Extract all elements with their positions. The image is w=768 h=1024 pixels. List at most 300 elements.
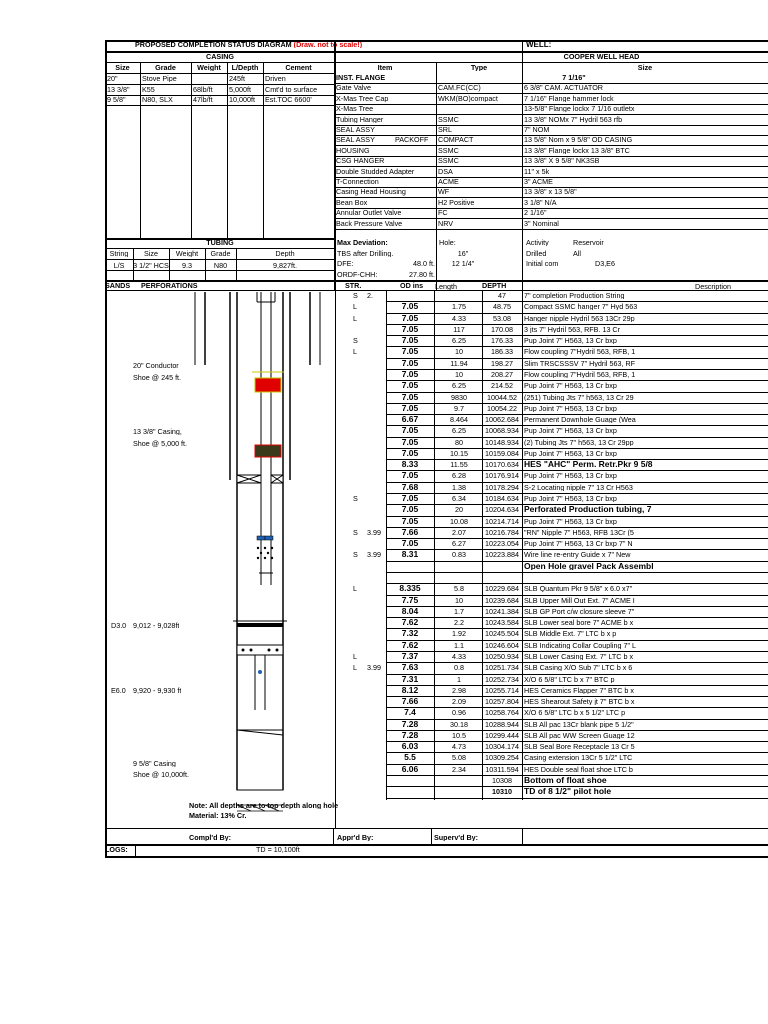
tubing-header-depth: Depth [275, 250, 295, 258]
string-row-description: (2) Tubing Jts 7" h563, 13 Cr 29pp [524, 438, 634, 446]
string-row-line [386, 741, 768, 742]
string-row-description: X/O 6 5/8" LTC b x 7" BTC p [524, 675, 615, 683]
string-row-od: 7.37 [401, 651, 419, 661]
string-row-description: S-2 Locating nipple 7" 13 Cr H563 [524, 483, 633, 491]
string-row-line [386, 470, 768, 471]
casing-cell-size: 9 5/8" [107, 96, 126, 104]
string-row-line [386, 685, 768, 686]
footer-logs-div [135, 844, 136, 856]
string-row-length: 1 [457, 675, 461, 683]
casing133-shoe-label: Shoe @ 5,000 ft. [133, 440, 188, 448]
safety-valve-block [255, 378, 281, 392]
string-row-od: 8.31 [401, 550, 419, 559]
string-row-length: 2.34 [452, 765, 466, 773]
locating-nipple-block [257, 536, 265, 540]
wellhead-header-size: Size [637, 64, 653, 72]
string-row-od: 7.05 [401, 347, 419, 356]
string-row-description: TD of 8 1/2" pilot hole [524, 787, 612, 796]
string-row-depth: 10229.684 [485, 585, 519, 593]
wellhead-col-line [436, 62, 437, 290]
string-row-line [386, 346, 768, 347]
wellhead-type: ACME [438, 178, 459, 186]
tubing-col-line [205, 248, 206, 280]
completion-status-sheet [105, 40, 768, 860]
casing-cell-cement: Est.TOC 6600' [265, 96, 312, 104]
string-row-od: 7.05 [401, 369, 419, 379]
string-row-description: Open Hole gravel Pack Assembl [524, 561, 654, 571]
string-row-depth: 10204.634 [485, 506, 519, 514]
string-row-line [386, 313, 768, 314]
casing-cell-cement: Driven [265, 75, 286, 83]
ordf-label: ORDF-CHH: [337, 271, 378, 279]
string-row-line [386, 527, 768, 528]
string-row-od: 7.66 [401, 527, 419, 537]
wellhead-size: 13 5/8" Nom x 9 5/8" OD CASING [524, 136, 633, 144]
dfe-value: 48.0 ft. [413, 260, 435, 268]
string-row-description: Pup Joint 7" H563, 13 Cr bxp [524, 472, 617, 480]
string-row-length: 8.464 [450, 416, 468, 424]
casing133-label: 13 3/8" Casing, [133, 428, 182, 436]
wellhead-size: 2 1/16" [524, 209, 547, 217]
wellhead-size: 11" x 5k [524, 167, 550, 175]
string-row-depth: 10299.444 [485, 731, 519, 740]
string-row-depth: 53.08 [493, 314, 511, 322]
casing-header-depth: L/Depth [231, 64, 259, 72]
string-row-length: 1.75 [452, 303, 466, 311]
string-row-length: 10.5 [452, 731, 466, 740]
hole-label: Hole: [439, 239, 456, 247]
string-row-length: 4.73 [452, 743, 466, 751]
string-row-str2: 3.99 [367, 528, 381, 537]
wellhead-size: 13-5/8" Flange lockx 7 1/16 outletx [524, 105, 635, 113]
string-row-line [386, 369, 768, 370]
string-row-line [386, 414, 768, 415]
string-row-length: 117 [453, 325, 465, 334]
string-row-description: Casing extension 13Cr 5 1/2" LTC [524, 754, 633, 762]
string-row-str2: 2. [367, 292, 373, 300]
string-row-depth: 10068.934 [485, 427, 519, 435]
string-row-line [386, 516, 768, 517]
string-row-depth: 214.52 [491, 382, 513, 390]
wellhead-type: DSA [438, 167, 453, 175]
string-row-depth: 10255.714 [485, 686, 519, 694]
tubing-header-size: Size [144, 250, 158, 258]
string-col-len-depth [482, 290, 483, 800]
string-row-od: 7.05 [401, 336, 419, 345]
tbs-label: TBS after Drilling. [337, 250, 394, 258]
locating-nipple-block-right [265, 536, 273, 540]
string-row-description: Slim TRSCSSSV 7" Hydril 563, RF [524, 359, 636, 367]
string-row-depth: 10223.884 [485, 551, 519, 559]
string-row-depth: 10241.384 [485, 607, 519, 616]
string-row-depth: 10251.734 [485, 664, 519, 672]
casing-cell-grade: Stove Pipe [142, 75, 177, 83]
tubing-section-title: TUBING [206, 239, 234, 247]
string-col-schem-str [335, 290, 336, 828]
wellhead-item: SEAL ASSY [336, 136, 375, 144]
string-row-depth: 10184.634 [485, 495, 519, 503]
footer-logs-line [105, 844, 768, 846]
activity-label: Activity [526, 239, 549, 247]
drilled-value: All [573, 250, 581, 258]
string-row-str: S [353, 528, 358, 537]
tubing-col-line [169, 248, 170, 280]
wellhead-size: 7 1/16" [562, 74, 586, 82]
string-row-line [386, 482, 768, 483]
string-row-description: 3 jts 7" Hydril 563, RFB. 13 Cr [524, 325, 621, 334]
string-row-depth: 10311.594 [485, 765, 519, 773]
string-row-depth: 47 [498, 292, 506, 300]
string-row-line [386, 674, 768, 675]
string-row-line [386, 549, 768, 550]
wellhead-size: 7" NOM [524, 126, 550, 134]
string-row-depth: 10044.52 [487, 393, 517, 401]
wellhead-type: WF [438, 188, 450, 196]
wellhead-item: SEAL ASSY [336, 126, 375, 134]
casing-cell-depth: 5,000ft [229, 85, 251, 93]
logs-label: LOGS: [105, 846, 128, 854]
wellhead-subitem: PACKOFF [395, 136, 429, 144]
wellhead-type: COMPACT [438, 136, 474, 144]
string-row-description: SLB All pac 13Cr blank pipe 5 1/2" [524, 720, 634, 728]
string-row-line [386, 437, 768, 438]
string-row-depth: 10178.294 [485, 483, 519, 491]
string-row-depth: 10159.084 [485, 449, 519, 458]
d3-perf-label: 9,012 - 9,028ft [133, 622, 180, 630]
wellhead-item: Tubing Hanger [336, 115, 384, 123]
string-row-od: 8.12 [401, 685, 419, 695]
string-row-line [386, 640, 768, 641]
wellhead-size: 13 3/8" NOMx 7" Hydril 563 rfb [524, 115, 623, 123]
string-row-description: SLB Lower Casing Ext. 7" LTC b x [524, 652, 634, 661]
string-row-line [386, 392, 768, 393]
footer-div-1 [333, 828, 334, 844]
string-row-depth: 10309.254 [485, 754, 519, 762]
string-row-od: 7.32 [401, 629, 419, 638]
supervd-by-label: Superv'd By: [434, 834, 479, 842]
string-row-line [386, 606, 768, 607]
casing-header-weight: Weight [197, 64, 221, 72]
string-row-length: 4.33 [452, 652, 466, 661]
string-row-line [386, 335, 768, 336]
string-row-od: 5.5 [404, 753, 416, 762]
string-row-description: SLB GP Port c/w closure sleeve 7" [524, 607, 635, 616]
string-row-description: 7" completion Production String [524, 292, 625, 300]
tubing-cell-size: 3 1/2" HCS [133, 262, 169, 270]
wellhead-title-line [334, 51, 768, 53]
string-row-length: 10 [455, 348, 463, 356]
string-row-od: 7.05 [401, 313, 419, 323]
string-row-length: 5.8 [454, 585, 464, 593]
string-col-str-od [386, 290, 387, 800]
string-row-line [386, 403, 768, 404]
initial-value: D3,E6 [595, 260, 615, 268]
string-row-description: Permanent Downhole Guage (Wea [524, 416, 636, 424]
string-row-depth: 10176.914 [485, 472, 519, 480]
string-row-od: 7.05 [401, 471, 419, 480]
wellhead-size: 3" ACME [524, 178, 553, 186]
footer-div-2 [431, 828, 432, 844]
wellhead-title: COOPER WELL HEAD [563, 53, 640, 61]
string-row-depth: 10310 [492, 788, 512, 796]
wellhead-size: 7 1/16" Flange hammer lock [524, 94, 614, 102]
string-row-line [386, 651, 768, 652]
wellhead-size: 3 1/8" N/A [524, 198, 557, 206]
wellhead-item: Double Studded Adapter [336, 167, 415, 175]
string-row-depth: 10239.684 [485, 596, 519, 604]
wellhead-row-line [334, 229, 768, 230]
string-row-od: 7.05 [401, 358, 419, 368]
casing-header-cement: Cement [285, 64, 312, 72]
string-row-line [386, 448, 768, 449]
string-row-length: 80 [455, 438, 463, 446]
string-row-od: 7.75 [401, 595, 419, 605]
casing-cell-size: 20" [107, 75, 118, 83]
wellhead-item: Bean Box [336, 198, 368, 206]
casing-cell-size: 13 3/8" [107, 85, 130, 93]
string-row-line [386, 301, 768, 302]
string-row-length: 1.92 [452, 630, 466, 638]
string-row-length: 10 [455, 596, 463, 604]
tubing-cell-depth: 9,827ft. [273, 262, 297, 270]
td-label: TD = 10,100ft [256, 846, 300, 854]
string-row-length: 30.18 [450, 720, 468, 728]
dfe-hole: 12 1/4" [451, 260, 475, 268]
depth-header: DEPTH [482, 282, 507, 290]
string-row-str2: 3.99 [367, 664, 381, 672]
tubing-header-bottom-line [105, 259, 334, 260]
string-row-description: Bottom of float shoe [524, 776, 607, 785]
wellhead-type: SSMC [438, 115, 459, 123]
string-row-description: SLB Seal Bore Receptacle 13 Cr 5 [524, 743, 635, 751]
string-row-line [386, 752, 768, 753]
wellhead-header-item: Item [377, 64, 393, 72]
string-row-od: 8.335 [399, 584, 421, 593]
string-row-line [386, 696, 768, 697]
sands-header: SANDS [105, 282, 131, 290]
string-row-length: 1.7 [454, 607, 464, 616]
conductor-label: 20" Conductor [133, 362, 179, 370]
e6-perf-label: 9,920 - 9,930 ft [133, 687, 182, 695]
string-row-length: 20 [455, 506, 463, 514]
string-row-length: 10 [455, 370, 463, 379]
string-row-description: SLB Upper Mill Out Ext. 7" ACME I [524, 596, 635, 604]
tubing-header-string: String [109, 250, 129, 258]
string-row-line [386, 719, 768, 720]
casing-cell-depth: 245ft [229, 75, 245, 83]
string-row-od: 7.05 [401, 324, 419, 334]
string-row-length: 9.7 [454, 404, 464, 412]
string-row-depth: 10170.634 [485, 461, 519, 469]
gp-port-marker [258, 670, 262, 674]
string-col-depth-desc [522, 290, 523, 800]
string-row-description: X/O 6 5/8" LTC b x 5 1/2" LTC p [524, 709, 626, 717]
string-header-bottom-line [105, 290, 768, 291]
string-row-depth: 10062.684 [485, 416, 519, 424]
string-row-length: 6.28 [452, 472, 466, 480]
casing-cell-cement: Cmt'd to surface [265, 85, 318, 93]
wellhead-size-divider [522, 40, 523, 290]
string-row-od: 7.05 [401, 539, 419, 548]
string-row-str2: 3.99 [367, 551, 381, 559]
string-row-od: 7.05 [401, 516, 419, 526]
sheet-bottom-border [105, 856, 768, 858]
string-row-depth: 176.33 [491, 337, 513, 345]
string-row-length: 2.98 [452, 686, 466, 694]
string-row-line [386, 730, 768, 731]
apprd-by-label: Appr'd By: [337, 834, 374, 842]
wellhead-header-line [334, 62, 768, 63]
tubing-col-line [236, 248, 237, 280]
tubing-header-weight: Weight [175, 250, 199, 258]
string-row-depth: 10252.734 [485, 675, 519, 683]
wellhead-item: Casing Head Housing [336, 188, 406, 196]
tubing-row-line [105, 270, 334, 271]
casing-col-line [263, 62, 264, 238]
dfe-label: DFE: [337, 260, 354, 268]
string-row-description: Flow coupling 7"Hydril 563, RFB, 1 [524, 370, 636, 379]
string-row-line [386, 493, 768, 494]
string-row-description: HES Shearout Safety jt 7" BTC b x [524, 698, 635, 706]
string-row-line [386, 617, 768, 618]
string-row-length: 2.2 [454, 619, 464, 627]
string-row-length: 2.07 [452, 528, 466, 537]
wellhead-type: SSMC [438, 157, 459, 165]
string-row-line [386, 572, 768, 573]
wellhead-type: SRL [438, 126, 452, 134]
drilled-label: Drilled [526, 250, 547, 258]
d3-sand-label: D3.0 [111, 622, 127, 630]
string-row-line [386, 628, 768, 629]
wellhead-item: Back Pressure Valve [336, 219, 403, 227]
string-row-od: 6.03 [401, 742, 419, 751]
string-row-depth: 10054.22 [487, 404, 517, 412]
string-row-description: Perforated Production tubing, 7 [524, 505, 652, 514]
tbs-hole: 16" [457, 250, 469, 258]
string-row-depth: 10214.714 [485, 517, 519, 525]
wellhead-size: 13 3/8" x 13 5/8" [524, 188, 577, 196]
string-row-str: L [353, 652, 357, 661]
string-row-length: 0.83 [452, 551, 466, 559]
title-note: (Draw. not to scale!) [293, 41, 363, 49]
string-row-od: 8.04 [401, 606, 419, 616]
quantum-packer [237, 645, 283, 655]
perforations-header: PERFORATIONS [141, 282, 198, 290]
string-row-line [386, 583, 768, 584]
string-row-depth: 10257.804 [485, 698, 519, 706]
string-row-depth: 10288.944 [485, 720, 519, 728]
tubing-cell-grade: N80 [213, 262, 228, 270]
string-row-length: 0.96 [452, 709, 466, 717]
wellhead-item: T-Connection [336, 178, 379, 186]
wellhead-type: SSMC [438, 146, 459, 154]
casing-cell-grade: K55 [142, 85, 155, 93]
string-row-str: L [353, 664, 357, 672]
wellhead-type: NRV [438, 219, 454, 227]
string-row-description: Hanger nipple Hydril 563 13Cr 29p [524, 314, 635, 322]
string-row-od: 7.05 [401, 302, 419, 311]
string-row-description: SLB All pac WW Screen Guage 12 [524, 731, 635, 740]
string-row-str: L [353, 585, 357, 593]
string-row-length: 6.25 [452, 382, 466, 390]
string-row-od: 7.62 [401, 640, 419, 650]
string-row-line [386, 595, 768, 596]
string-row-depth: 198.27 [491, 359, 513, 367]
wellhead-item: Annular Outlet Valve [336, 209, 402, 217]
gravel-pack-zone [237, 730, 283, 790]
tubing-cell-string: L/S [113, 262, 125, 270]
casing-cell-weight: 68lb/ft [193, 85, 213, 93]
string-row-length: 5.08 [452, 754, 466, 762]
length-header: Length [435, 283, 457, 291]
compld-by-label: Compl'd By: [189, 834, 232, 842]
tubing-header-grade: Grade [210, 250, 231, 258]
string-row-depth: 48.75 [493, 303, 511, 311]
string-row-od: 7.05 [401, 494, 419, 503]
string-row-description: Pup Joint 7" H563, 13 Cr bxp [524, 382, 617, 390]
string-row-od: 7.05 [401, 392, 419, 402]
casing-header-grade: Grade [155, 64, 176, 72]
string-row-od: 7.31 [401, 674, 419, 684]
casing958-label: 9 5/8" Casing [133, 760, 176, 768]
string-row-od: 7.05 [401, 437, 419, 447]
wellbore-schematic [105, 290, 335, 820]
str-header: STR. [345, 282, 362, 290]
string-row-description: Compact SSMC hanger 7" Hyd 563 [524, 303, 638, 311]
string-row-depth: 170.08 [491, 325, 513, 334]
string-row-od: 7.05 [401, 505, 419, 514]
string-row-length: 10.15 [450, 449, 468, 458]
string-row-depth: 10243.584 [485, 619, 519, 627]
casing-title-line [105, 51, 334, 53]
string-row-description: SLB Lower seal bore 7" ACME b x [524, 619, 634, 627]
string-row-length: 6.25 [452, 427, 466, 435]
string-row-depth: 10258.764 [485, 709, 519, 717]
wellhead-item: X-Mas Tree Cap [336, 94, 389, 102]
well-label: WELL: [526, 41, 552, 49]
string-row-description: SLB Middle Ext. 7" LTC b x p [524, 630, 617, 638]
initial-label: Initial com [526, 260, 559, 268]
string-row-description: HES Ceramics Flapper 7" BTC b x [524, 686, 634, 694]
casing-col-line [227, 62, 228, 238]
material-note: Material: 13% Cr. [189, 812, 247, 820]
string-row-description: Pup Joint 7" H563, 13 Cr bxp [524, 495, 617, 503]
reservoir-label: Reservoir [573, 239, 604, 247]
downhole-gauge-block [255, 445, 281, 457]
string-row-od: 8.33 [401, 460, 419, 469]
string-row-description: Pup Joint 7" H563, 13 Cr bxp [524, 517, 617, 525]
string-row-length: 10.08 [450, 517, 468, 525]
casing-col-line [191, 62, 192, 238]
string-row-description: Pup Joint 7" H563, 13 Cr bxp [524, 337, 617, 345]
ordf-value: 27.80 ft. [409, 271, 435, 279]
wellhead-type: FC [438, 209, 448, 217]
wellhead-header-type: Type [470, 64, 488, 72]
string-row-str: L [353, 303, 357, 311]
string-row-depth: 208.27 [491, 370, 513, 379]
casing-cell-weight: 47lb/ft [193, 96, 213, 104]
string-row-str: S [353, 495, 358, 503]
string-row-line [386, 324, 768, 325]
title-text: PROPOSED COMPLETION STATUS DIAGRAM [135, 41, 292, 49]
string-row-od: 7.05 [401, 381, 419, 390]
string-row-od: 7.28 [401, 730, 419, 740]
string-row-str: L [353, 348, 357, 356]
tubing-title-line [105, 248, 334, 249]
casing958-shoe-label: Shoe @ 10,000ft. [133, 771, 190, 779]
string-row-od: 7.05 [401, 426, 419, 435]
string-row-length: 6.27 [452, 540, 466, 548]
